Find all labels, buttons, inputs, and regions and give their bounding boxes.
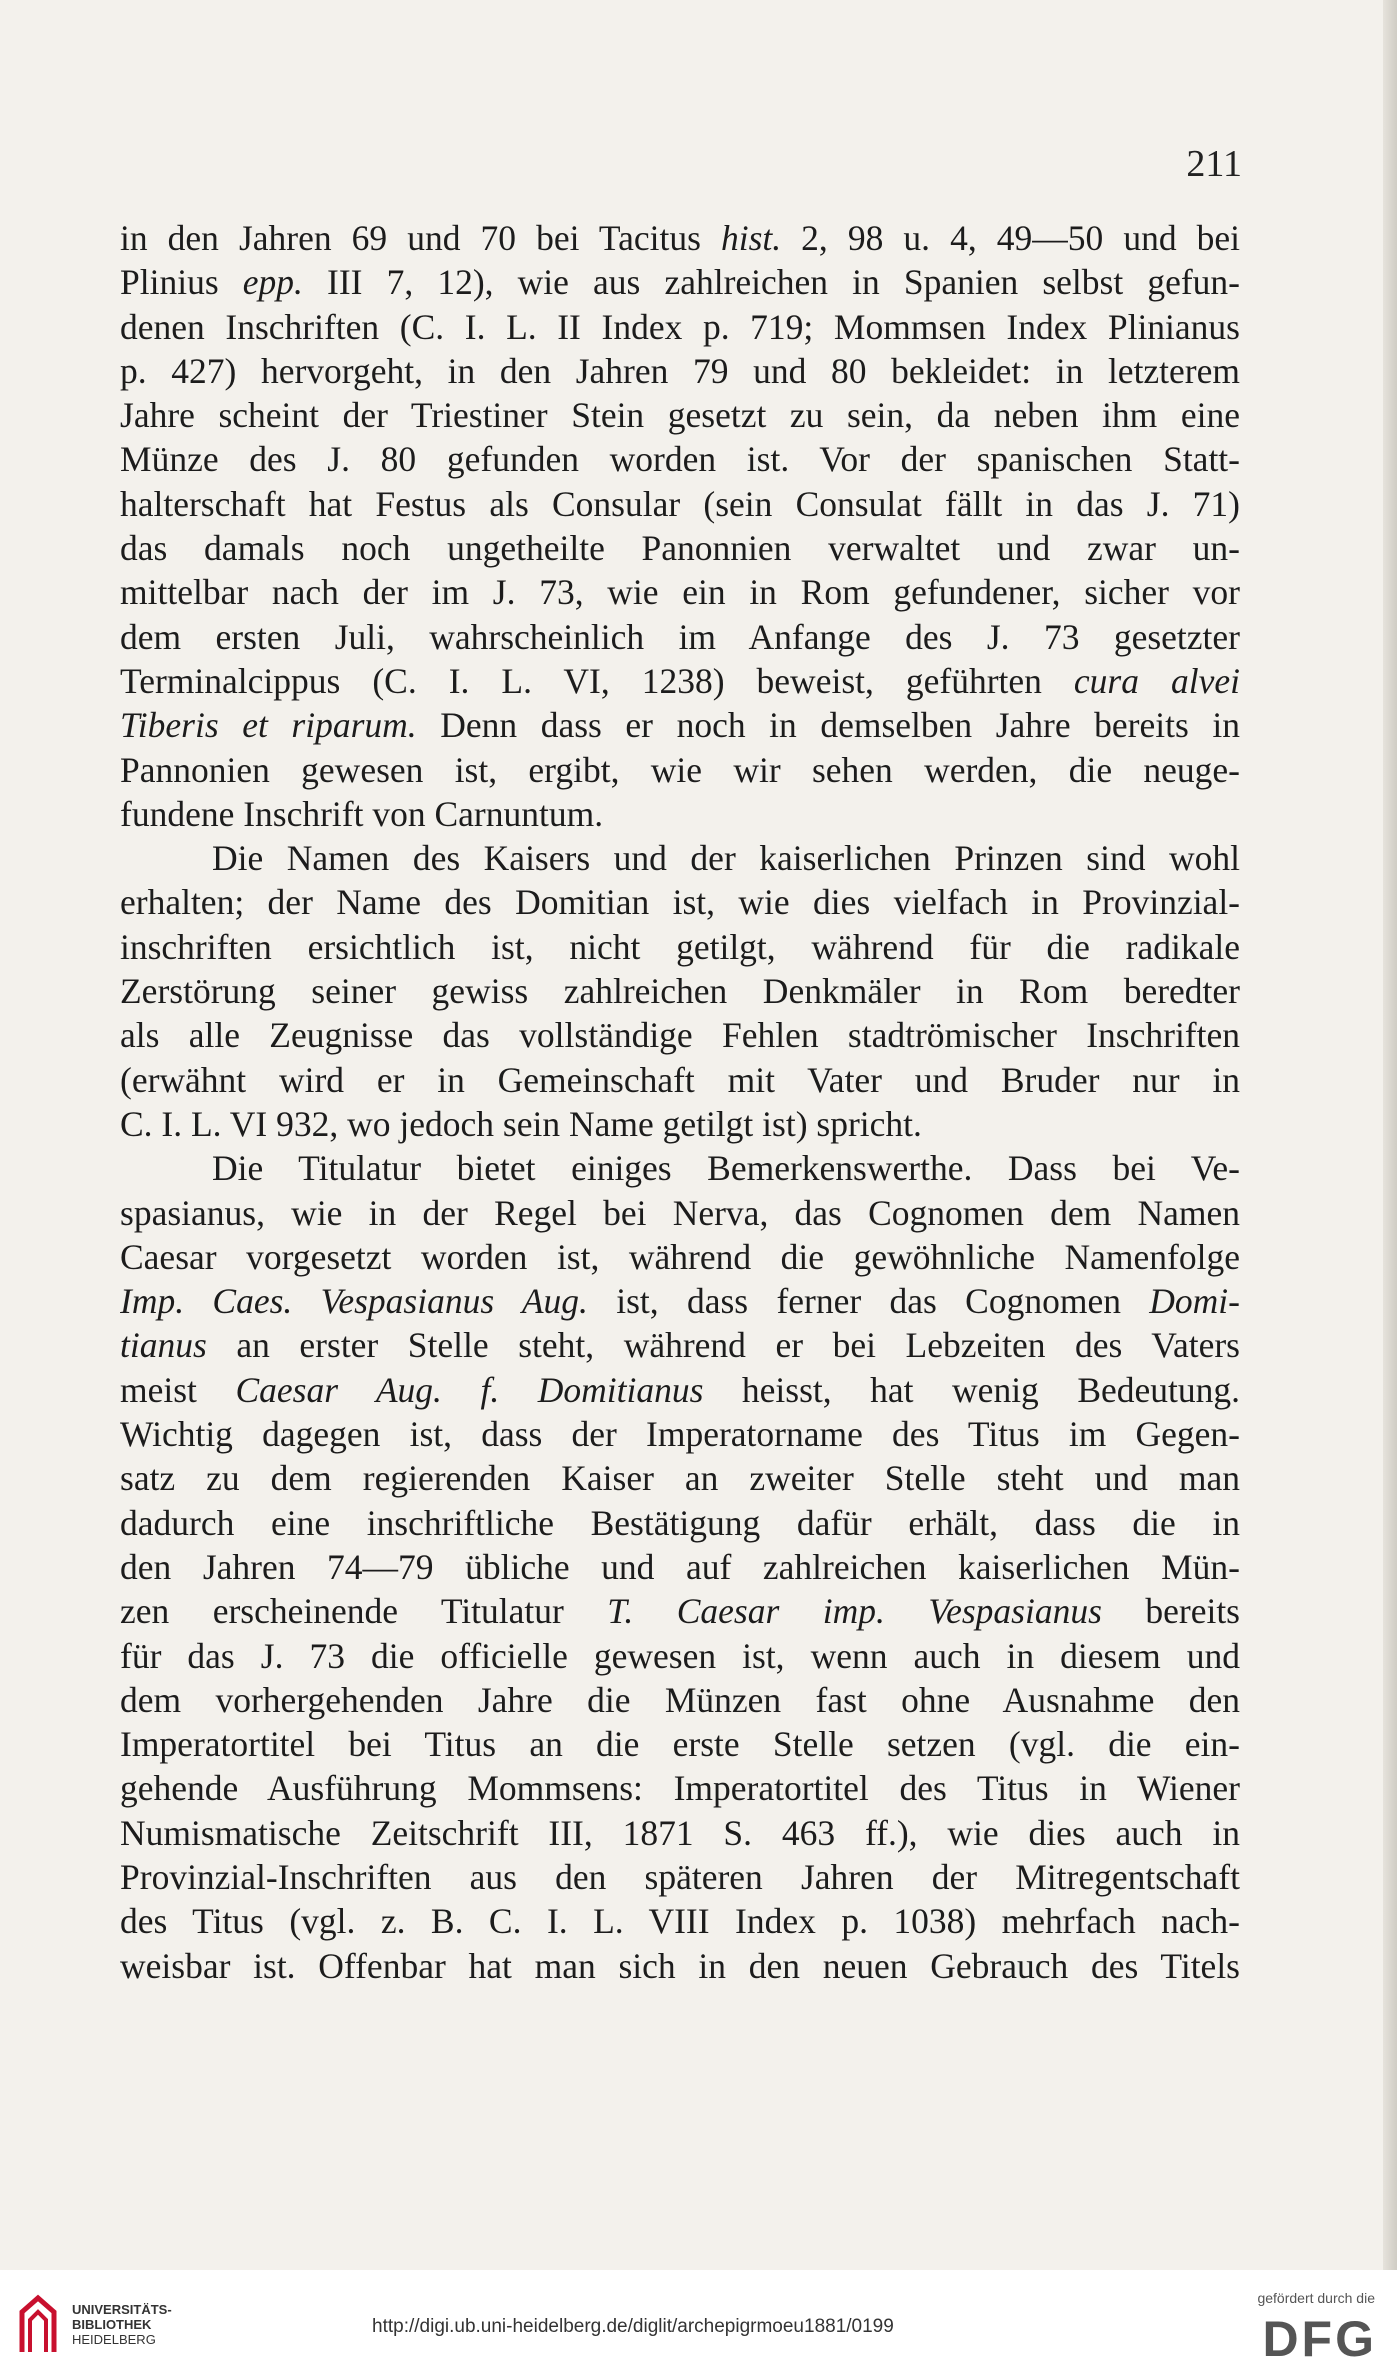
heidelberg-library-logo-icon: [14, 2294, 62, 2356]
text-line: [120, 880, 1240, 924]
text-line: [120, 1412, 1240, 1456]
text-line: [120, 1323, 1240, 1367]
text-line: [120, 1545, 1240, 1589]
text-line: [120, 216, 1240, 260]
text-segment: Zerstörung seiner gewiss zahlreichen Denkmäler in Rom beredter: [120, 971, 1240, 1012]
text-segment: III 7, 12), wie aus zahlreichen in Spanien selbst gefun-: [302, 262, 1240, 303]
text-segment: Imperatortitel bei Titus an die erste Stelle setzen (vgl. die ein-: [120, 1724, 1240, 1765]
text-segment: Terminalcippus (C. I. L. VI, 1238) beweist, geführten: [120, 660, 1074, 701]
text-segment: Denn dass er noch in demselben Jahre bereits in: [416, 705, 1240, 746]
text-segment: Münze des J. 80 gefunden worden ist. Vor der spanischen Statt-: [120, 439, 1240, 480]
text-line: [120, 482, 1240, 526]
text-line: [120, 748, 1240, 792]
text-line: [120, 1722, 1240, 1766]
text-segment: Caesar vorgesetzt worden ist, während die gewöhnliche Namenfolge: [120, 1236, 1240, 1277]
text-segment: an erster Stelle steht, während er bei Lebzeiten des Vaters: [206, 1325, 1240, 1366]
text-line: [120, 925, 1240, 969]
text-segment: 2, 98 u. 4, 49—50 und bei: [781, 218, 1240, 258]
text-segment: als alle Zeugnisse das vollständige Fehlen stadtrömischer Inschriften: [120, 1015, 1240, 1056]
text-line: [120, 1102, 1240, 1146]
text-segment: Die Titulatur bietet einiges Bemerkenswerthe. Dass bei Ve-: [212, 1148, 1240, 1189]
text-line: [120, 1146, 1240, 1190]
permalink-url[interactable]: http://digi.ub.uni-heidelberg.de/diglit/archepigrmoeu1881/0199: [372, 2316, 894, 2337]
italic-text: cura alvei: [1073, 660, 1240, 701]
text-line: [120, 969, 1240, 1013]
text-line: [120, 1279, 1240, 1323]
institution-line: UNIVERSITÄTS-: [72, 2302, 172, 2317]
text-line: [120, 1501, 1240, 1545]
text-segment: fundene Inschrift von Carnuntum.: [120, 793, 604, 834]
text-segment: in den Jahren 69 und 70 bei Tacitus: [120, 218, 721, 258]
text-segment: das damals noch ungetheilte Panonnien verwaltet und zwar un-: [120, 528, 1240, 569]
text-segment: dem ersten Juli, wahrscheinlich im Anfange des J. 73 gesetzter: [120, 616, 1240, 657]
text-segment: zen erscheinende Titulatur: [120, 1591, 608, 1632]
text-segment: dadurch eine inschriftliche Bestätigung dafür erhält, dass die in: [120, 1502, 1240, 1543]
dfg-logo: DFG: [1262, 2311, 1377, 2367]
text-line: [120, 1013, 1240, 1057]
text-line: [120, 1634, 1240, 1678]
text-segment: (erwähnt wird er in Gemeinschaft mit Vater und Bruder nur in: [120, 1059, 1240, 1100]
text-segment: Plinius: [120, 262, 243, 303]
text-segment: weisbar ist. Offenbar hat man sich in den neuen Gebrauch des Titels: [120, 1945, 1240, 1986]
italic-text: Imp. Caes. Vespasianus Aug.: [120, 1281, 588, 1322]
text-segment: meist: [120, 1369, 236, 1410]
text-segment: ist, dass ferner das Cognomen: [587, 1281, 1150, 1322]
text-segment: für das J. 73 die officielle gewesen ist, wenn auch in diesem und: [120, 1635, 1240, 1676]
text-line: [120, 1855, 1240, 1899]
text-line: [120, 703, 1240, 747]
text-segment: C. I. L. VI 932, wo jedoch sein Name getilgt ist) spricht.: [120, 1103, 922, 1144]
text-line: [120, 1766, 1240, 1810]
text-line: [120, 1191, 1240, 1235]
text-segment: spasianus, wie in der Regel bei Nerva, das Cognomen dem Namen: [120, 1192, 1240, 1233]
text-line: [120, 1058, 1240, 1102]
text-line: [120, 1456, 1240, 1500]
italic-text: Tiberis et riparum.: [120, 705, 417, 746]
text-line: [120, 615, 1240, 659]
text-segment: Numismatische Zeitschrift III, 1871 S. 463 ff.), wie dies auch in: [120, 1812, 1240, 1853]
text-segment: gehende Ausführung Mommsens: Imperatortitel des Titus in Wiener: [120, 1768, 1240, 1809]
italic-text: tianus: [120, 1325, 207, 1366]
text-segment: denen Inschriften (C. I. L. II Index p. 719; Mommsen Index Plinianus: [120, 306, 1240, 347]
footer-bar: [0, 2270, 1397, 2377]
italic-text: Domi-: [1149, 1281, 1240, 1322]
italic-text: epp.: [242, 262, 303, 303]
text-line: [120, 792, 1240, 836]
page-number: 211: [1186, 143, 1242, 185]
text-segment: halterschaft hat Festus als Consular (sein Consulat fällt in das J. 71): [120, 483, 1240, 524]
text-line: [120, 1811, 1240, 1855]
text-segment: Die Namen des Kaisers und der kaiserlichen Prinzen sind wohl: [212, 838, 1240, 879]
text-line: [120, 659, 1240, 703]
text-line: [120, 1944, 1240, 1988]
text-line: [120, 526, 1240, 570]
text-segment: p. 427) hervorgeht, in den Jahren 79 und 80 bekleidet: in letzterem: [120, 350, 1240, 391]
text-line: [120, 1235, 1240, 1279]
text-segment: Pannonien gewesen ist, ergibt, wie wir sehen werden, die neuge-: [120, 749, 1240, 790]
text-line: [120, 393, 1240, 437]
text-line: [120, 305, 1240, 349]
text-line: [120, 349, 1240, 393]
text-line: [120, 437, 1240, 481]
text-segment: satz zu dem regierenden Kaiser an zweiter Stelle steht und man: [120, 1458, 1240, 1499]
body-text: [120, 216, 1240, 1988]
text-line: [120, 1368, 1240, 1412]
italic-text: hist.: [720, 218, 782, 258]
text-segment: erhalten; der Name des Domitian ist, wie dies vielfach in Provinzial-: [120, 882, 1240, 923]
text-segment: heisst, hat wenig Bedeutung.: [703, 1369, 1240, 1410]
text-segment: inschriften ersichtlich ist, nicht getilgt, während für die radikale: [120, 926, 1240, 967]
italic-text: Caesar Aug. f. Domitianus: [235, 1369, 704, 1410]
funder-caption: gefördert durch die: [1257, 2290, 1375, 2306]
text-segment: mittelbar nach der im J. 73, wie ein in Rom gefundener, sicher vor: [120, 572, 1240, 613]
institution-name: [72, 2302, 172, 2347]
text-segment: Jahre scheint der Triestiner Stein gesetzt zu sein, da neben ihm eine: [120, 395, 1240, 436]
text-line: [120, 836, 1240, 880]
text-segment: Provinzial-Inschriften aus den späteren Jahren der Mitregentschaft: [120, 1856, 1240, 1897]
text-segment: des Titus (vgl. z. B. C. I. L. VIII Index p. 1038) mehrfach nach-: [120, 1901, 1240, 1942]
text-line: [120, 1678, 1240, 1722]
institution-line: HEIDELBERG: [72, 2332, 156, 2347]
italic-text: T. Caesar imp. Vespasianus: [607, 1591, 1102, 1632]
text-segment: den Jahren 74—79 übliche und auf zahlreichen kaiserlichen Mün-: [120, 1546, 1240, 1587]
scan-edge: [1383, 0, 1397, 2270]
text-line: [120, 260, 1240, 304]
institution-line: BIBLIOTHEK: [72, 2317, 152, 2332]
text-line: [120, 1589, 1240, 1633]
text-segment: dem vorhergehenden Jahre die Münzen fast ohne Ausnahme den: [120, 1679, 1240, 1720]
text-segment: Wichtig dagegen ist, dass der Imperatorname des Titus im Gegen-: [120, 1414, 1240, 1455]
text-line: [120, 1899, 1240, 1943]
text-segment: bereits: [1101, 1591, 1240, 1632]
text-line: [120, 570, 1240, 614]
